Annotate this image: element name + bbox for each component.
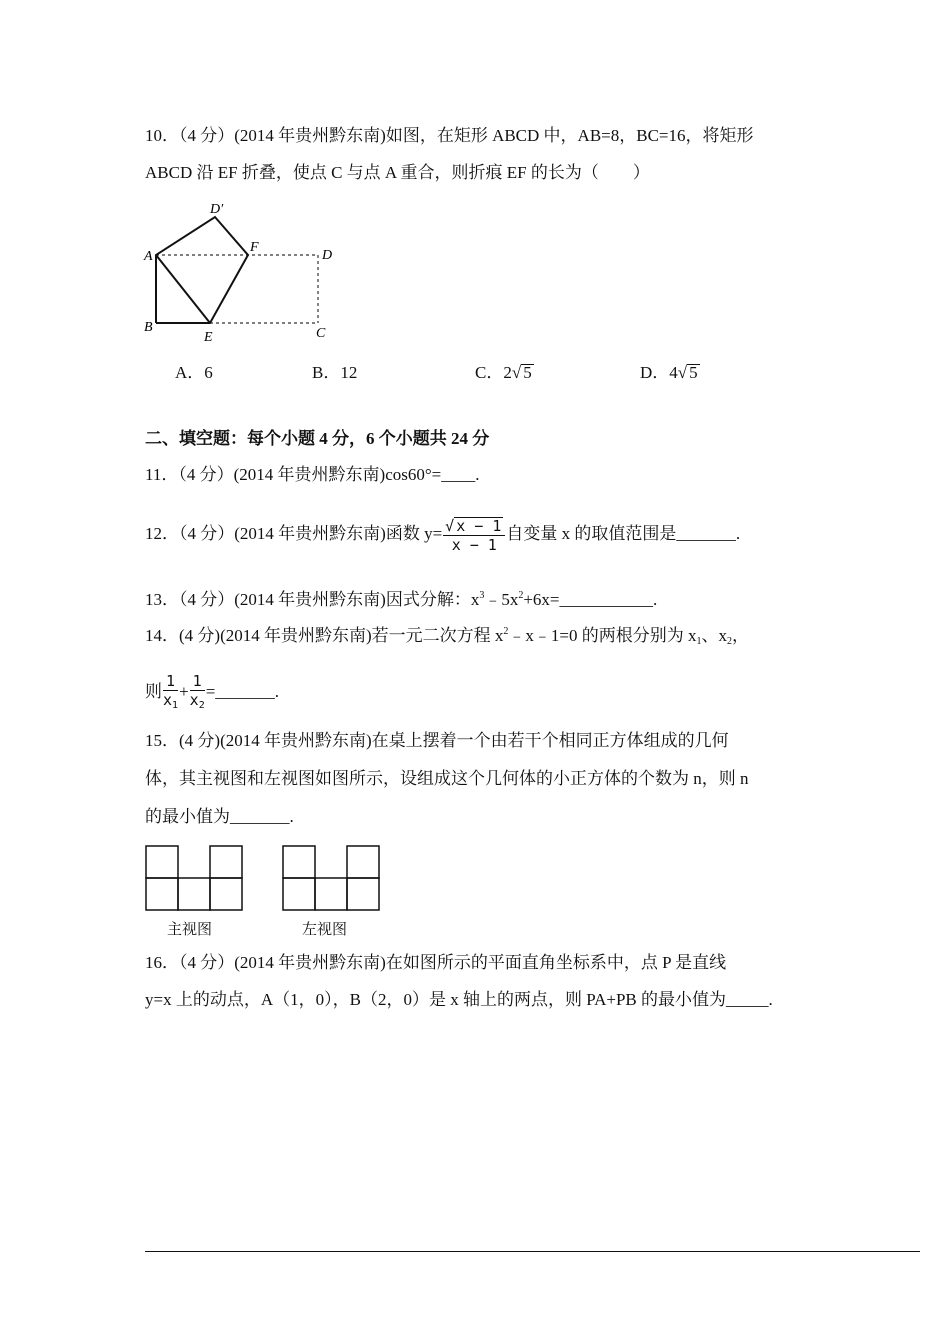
q15-main-view-figure — [145, 845, 245, 911]
fig-folded-shape — [156, 217, 248, 323]
q15-line3: 的最小值为_______. — [145, 807, 294, 826]
fig-line-ae — [156, 255, 210, 323]
q15-caption-main-view: 主视图 — [167, 921, 213, 938]
q10-line1: 10．（4 分）(2014 年贵州黔东南)如图，在矩形 ABCD 中，AB=8，BC=16，将矩形 — [145, 126, 754, 145]
q11: 11．（4 分）(2014 年贵州黔东南)cos60°=____. — [145, 465, 480, 484]
fig-label-c: C — [316, 326, 326, 341]
q16-line1: 16．（4 分）(2014 年贵州黔东南)在如图所示的平面直角坐标系中，点 P 是直线 — [145, 953, 727, 972]
fig-label-b: B — [144, 320, 153, 335]
q12: 12．（4 分）(2014 年贵州黔东南)函数 y= $\frac{√ x - 1}{x - 1}$ 自变量 x 的取值范围是_______. — [145, 516, 741, 554]
q14-fraction-1: $\frac{1}{x_1}$ — [163, 671, 179, 711]
q14-line1: 14．(4 分)(2014 年贵州黔东南)若一元二次方程 $x^2﹣x﹣1=0$ 的两根分别为 $x_1$、$x_2$， — [145, 626, 749, 647]
q10-option-b: B．12 — [312, 363, 358, 382]
q15-left-view-figure — [282, 845, 382, 911]
q10-option-c: C．2√ 5 — [475, 363, 532, 382]
fig-label-e: E — [204, 330, 213, 345]
q10-line2: ABCD 沿 EF 折叠，使点 C 与点 A 重合，则折痕 EF 的长为（ ） — [145, 163, 650, 182]
q10-option-a: A．6 — [175, 363, 213, 382]
footer-rule — [145, 1251, 920, 1252]
fig-label-d-prime: D′ — [210, 202, 224, 217]
q14-fraction-2: $\frac{1}{x_2}$ — [189, 671, 205, 711]
q12-fraction: $\frac{√ x - 1}{x - 1}$ — [443, 517, 505, 554]
q13: 13．（4 分）(2014 年贵州黔东南)因式分解：$x^3﹣5x^2+6x=\_\_\_\_\_\_\_\_\_\_\_$. — [145, 590, 658, 609]
q15-line2: 体，其主视图和左视图如图所示，设组成这个几何体的小正方体的个数为 n，则 n — [145, 769, 749, 788]
q10-rectangle-fold-figure — [140, 195, 350, 345]
fig-label-a: A — [144, 249, 153, 264]
q10-option-d: D．4√ 5 — [640, 363, 698, 382]
fig-label-d: D — [322, 248, 333, 263]
q15-caption-left-view: 左视图 — [302, 921, 348, 938]
q15-line1: 15．(4 分)(2014 年贵州黔东南)在桌上摆着一个由若干个相同正方体组成的几何 — [145, 731, 729, 750]
section2-title: 二、填空题：每个小题 4 分，6 个小题共 24 分 — [145, 429, 490, 448]
q14-line2: 则 $\frac{1}{x_1}$ + $\frac{1}{x_2}$ =_______. — [145, 668, 279, 716]
q16-line2: y=x 上的动点，A（1，0），B（2，0）是 x 轴上的两点，则 PA+PB 的最小值为_____. — [145, 990, 773, 1009]
fig-label-f: F — [250, 240, 259, 255]
